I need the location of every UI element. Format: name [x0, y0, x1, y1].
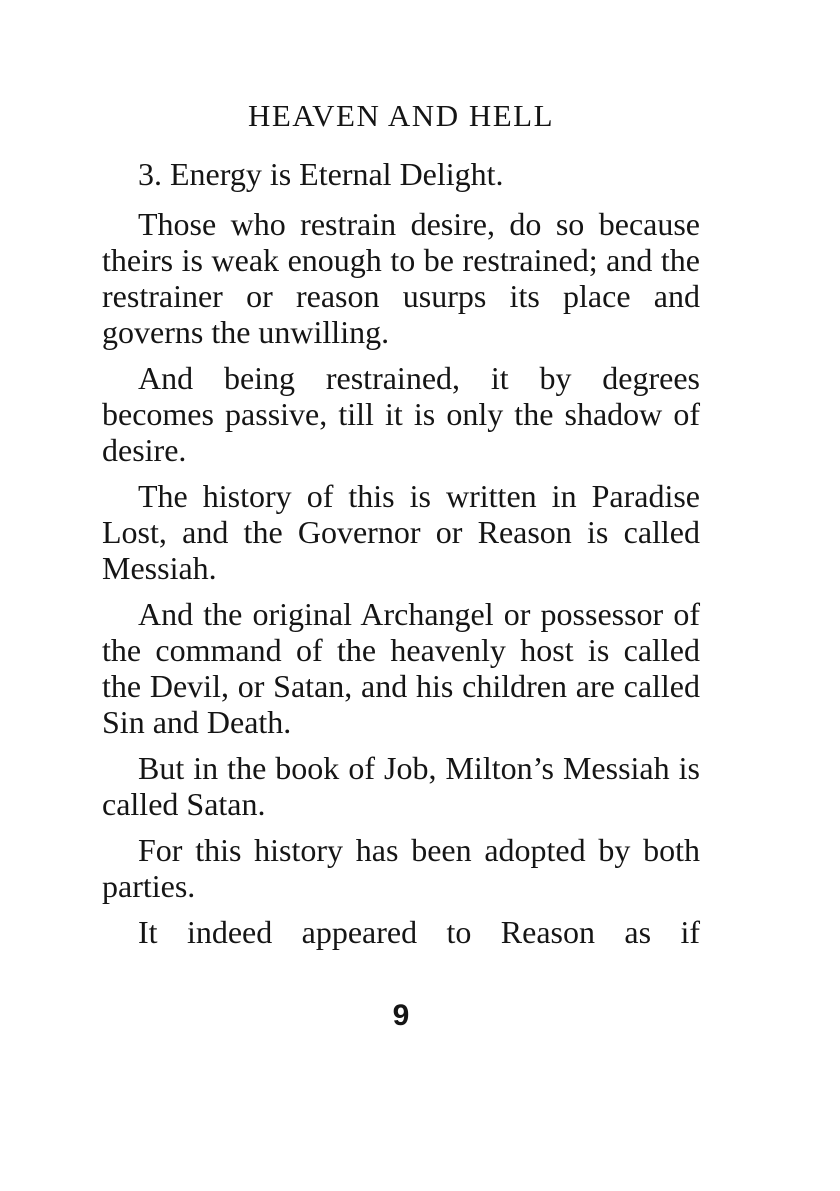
paragraph-history: The history of this is written in Paradise Lost, and the Governor or Reason is called Messiah. — [102, 478, 700, 586]
paragraph-both-parties: For this history has been adopted by both parties. — [102, 832, 700, 904]
paragraph-being-restrained: And being restrained, it by degrees becomes passive, till it is only the shadow of desire. — [102, 360, 700, 468]
book-page — [102, 0, 700, 1191]
running-head: HEAVEN AND HELL — [247, 98, 555, 133]
body-text — [102, 156, 700, 960]
paragraph-book-of-job: But in the book of Job, Milton’s Messiah is called Satan. — [102, 750, 700, 822]
paragraph-restrain-desire: Those who restrain desire, do so because theirs is weak enough to be restrained; and the restrainer or reason usurps its place and governs the unwilling. — [102, 206, 700, 350]
paragraph-energy: 3. Energy is Eternal Delight. — [138, 156, 504, 192]
paragraph-appeared-to-reason: It indeed appeared to Reason as if — [138, 914, 700, 950]
page-number: 9 — [392, 999, 410, 1032]
paragraph-archangel: And the original Archangel or possessor of the command of the heavenly host is called the Devil, or Satan, and his children are called Sin and Death. — [102, 596, 700, 740]
